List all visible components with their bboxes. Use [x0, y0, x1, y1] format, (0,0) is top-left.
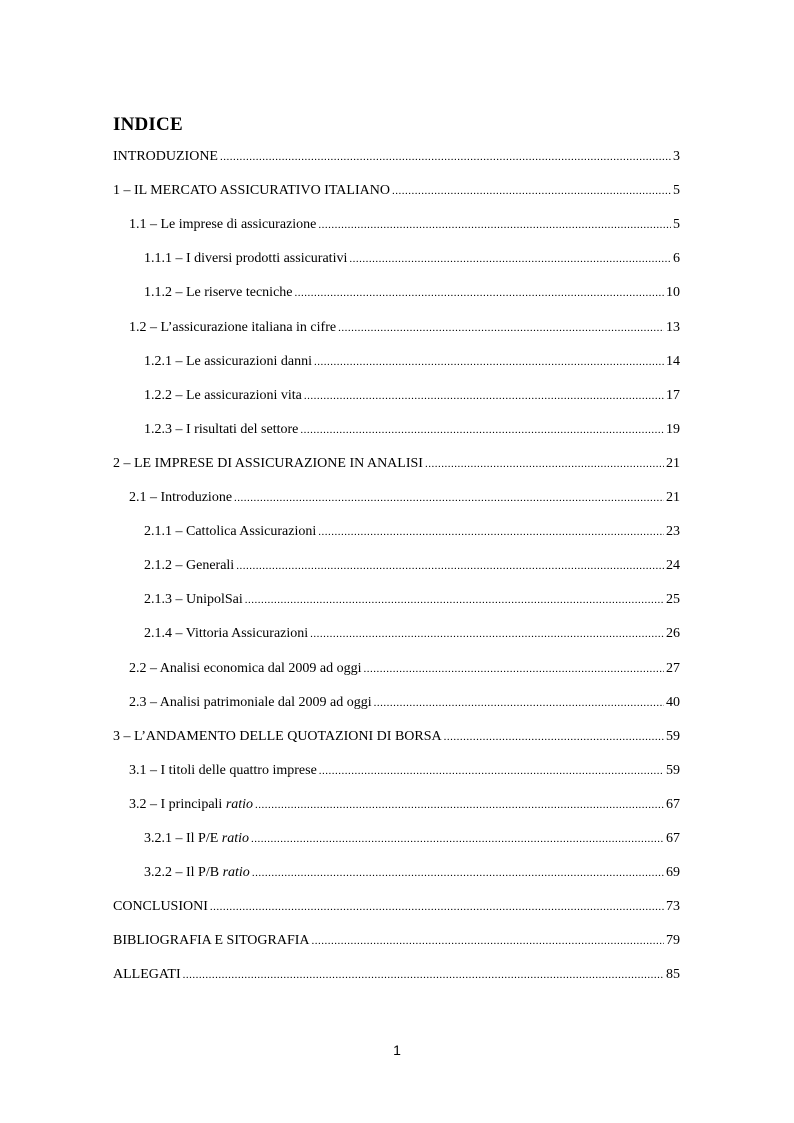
page-number: 1 [393, 1042, 401, 1058]
dot-leader [310, 624, 664, 644]
toc-entry[interactable] [113, 965, 680, 985]
dot-leader [314, 352, 664, 372]
toc-entry-page: 13 [666, 320, 680, 335]
toc-entry-label [129, 761, 317, 781]
toc-entry-page: 26 [666, 626, 680, 641]
toc-entry-title: 3 – L’ANDAMENTO DELLE QUOTAZIONI DI BORSA [113, 729, 442, 744]
toc-entry-page: 17 [666, 388, 680, 403]
toc-entry-page: 5 [673, 183, 680, 198]
toc-entry[interactable] [129, 318, 680, 338]
toc-entry-title: 2 – LE IMPRESE DI ASSICURAZIONE IN ANALISI [113, 456, 423, 471]
toc-entry-label [113, 965, 181, 985]
toc-entry-label [144, 829, 249, 849]
toc-entry-title: BIBLIOGRAFIA E SITOGRAFIA [113, 933, 310, 948]
toc-entry-title: 3.1 – I titoli delle quattro imprese [129, 763, 317, 778]
dot-leader [255, 795, 664, 815]
toc-entry-page: 59 [666, 763, 680, 778]
toc-entry[interactable] [113, 897, 680, 917]
toc-entry-title: ALLEGATI [113, 967, 181, 982]
toc-entry-label [144, 420, 298, 440]
toc-entry[interactable] [144, 556, 680, 576]
toc-entry-page: 59 [666, 729, 680, 744]
toc-entry-italic-term: ratio [221, 831, 250, 846]
toc-entry[interactable] [113, 181, 680, 201]
toc-entry-title: 2.1.4 – Vittoria Assicurazioni [144, 626, 309, 641]
toc-entry-title: 1.1.2 – Le riserve tecniche [144, 285, 293, 300]
toc-entry-page: 79 [666, 933, 680, 948]
toc-entry-label [129, 659, 362, 679]
toc-entry-title: 1.1.1 – I diversi prodotti assicurativi [144, 251, 348, 266]
dot-leader [312, 931, 664, 951]
toc-entry[interactable] [144, 522, 680, 542]
toc-entry-page: 23 [666, 524, 680, 539]
dot-leader [444, 727, 664, 747]
toc-entry-label [113, 454, 423, 474]
toc-entry[interactable] [144, 624, 680, 644]
toc-entry[interactable] [144, 863, 680, 883]
toc-entry[interactable] [129, 659, 680, 679]
dot-leader [319, 761, 664, 781]
toc-entry-label [113, 727, 442, 747]
toc-entry-label [113, 181, 390, 201]
toc-entry-title: 2.1.2 – Generali [144, 558, 235, 573]
toc-entry[interactable] [113, 931, 680, 951]
dot-leader [183, 965, 664, 985]
toc-entry-page: 67 [666, 831, 680, 846]
dot-leader [251, 829, 664, 849]
toc-entry-label [144, 624, 308, 644]
toc-entry-label [113, 931, 310, 951]
dot-leader [374, 693, 664, 713]
dot-leader [318, 522, 664, 542]
toc-entry-label [144, 352, 312, 372]
toc-entry-page: 21 [666, 456, 680, 471]
toc-entry[interactable] [113, 454, 680, 474]
toc-entry-title: INTRODUZIONE [113, 149, 218, 164]
toc-entry-title: 1.2 – L’assicurazione italiana in cifre [129, 320, 337, 335]
toc-entry[interactable] [129, 215, 680, 235]
toc-entry-page: 25 [666, 592, 680, 607]
toc-entry-label [144, 863, 250, 883]
toc-entry[interactable] [129, 795, 680, 815]
dot-leader [364, 659, 664, 679]
dot-leader [236, 556, 664, 576]
toc-entry-title: 1 – IL MERCATO ASSICURATIVO ITALIANO [113, 183, 390, 198]
toc-entry-page: 19 [666, 422, 680, 437]
toc-entry-title: 2.2 – Analisi economica dal 2009 ad oggi [129, 661, 362, 676]
toc-entry-page: 67 [666, 797, 680, 812]
toc-entry[interactable] [144, 352, 680, 372]
dot-leader [210, 897, 664, 917]
toc-entry-title: 2.3 – Analisi patrimoniale dal 2009 ad oggi [129, 695, 372, 710]
toc-entry-page: 85 [666, 967, 680, 982]
toc-entry-page: 6 [673, 251, 680, 266]
toc-entry[interactable] [113, 727, 680, 747]
toc-entry-label [113, 147, 218, 167]
toc-entry[interactable] [113, 147, 680, 167]
dot-leader [338, 318, 664, 338]
toc-entry[interactable] [129, 693, 680, 713]
toc-entry[interactable] [144, 420, 680, 440]
toc-entry-title: 2.1.3 – UnipolSai [144, 592, 243, 607]
toc-entry-label [144, 386, 302, 406]
toc-entry-title: CONCLUSIONI [113, 899, 208, 914]
toc-entry-page: 10 [666, 285, 680, 300]
toc-entry-italic-term: ratio [222, 865, 250, 880]
toc-entry-label [129, 318, 336, 338]
toc-entry-title: 2.1 – Introduzione [129, 490, 233, 505]
toc-entry-label [129, 693, 372, 713]
toc-entry-title: 3.2.1 – Il P/E [144, 831, 222, 846]
dot-leader [392, 181, 671, 201]
dot-leader [304, 386, 664, 406]
toc-entry-label [129, 215, 316, 235]
toc-entry-title: 3.2.2 – Il P/B [144, 865, 223, 880]
toc-entry-page: 69 [666, 865, 680, 880]
toc-entry-label [113, 897, 208, 917]
toc-entry[interactable] [144, 386, 680, 406]
toc-entry-page: 24 [666, 558, 680, 573]
toc-entry-italic-term: ratio [225, 797, 254, 812]
dot-leader [300, 420, 664, 440]
toc-entry-title: 1.1 – Le imprese di assicurazione [129, 217, 317, 232]
toc-entry-label [129, 795, 253, 815]
toc-entry-label [144, 283, 293, 303]
toc-entry-label [144, 522, 316, 542]
toc-entry-title: 1.2.1 – Le assicurazioni danni [144, 354, 312, 369]
toc-entry-page: 27 [666, 661, 680, 676]
dot-leader [234, 488, 664, 508]
dot-leader [252, 863, 664, 883]
toc-entry-label [129, 488, 232, 508]
toc-entry-title: 3.2 – I principali [129, 797, 226, 812]
toc-entry-page: 21 [666, 490, 680, 505]
toc-entry-page: 5 [673, 217, 680, 232]
toc-entry-page: 14 [666, 354, 680, 369]
toc-entry-title: 2.1.1 – Cattolica Assicurazioni [144, 524, 317, 539]
toc-entry[interactable] [144, 283, 680, 303]
toc-entry-title: 1.2.3 – I risultati del settore [144, 422, 299, 437]
toc-entry-page: 3 [673, 149, 680, 164]
toc-entry[interactable] [144, 590, 680, 610]
toc-entry[interactable] [129, 488, 680, 508]
toc-entry-page: 40 [666, 695, 680, 710]
toc-entry-page: 73 [666, 899, 680, 914]
dot-leader [425, 454, 664, 474]
toc-entry-title: 1.2.2 – Le assicurazioni vita [144, 388, 302, 403]
toc-entry[interactable] [129, 761, 680, 781]
toc-entry[interactable] [144, 249, 680, 269]
page-title: INDICE [113, 114, 183, 135]
toc-entry[interactable] [144, 829, 680, 849]
dot-leader [220, 147, 671, 167]
toc-entry-label [144, 590, 243, 610]
dot-leader [295, 283, 665, 303]
toc-entry-label [144, 556, 234, 576]
toc-entry-label [144, 249, 347, 269]
dot-leader [318, 215, 671, 235]
dot-leader [245, 590, 664, 610]
dot-leader [349, 249, 671, 269]
